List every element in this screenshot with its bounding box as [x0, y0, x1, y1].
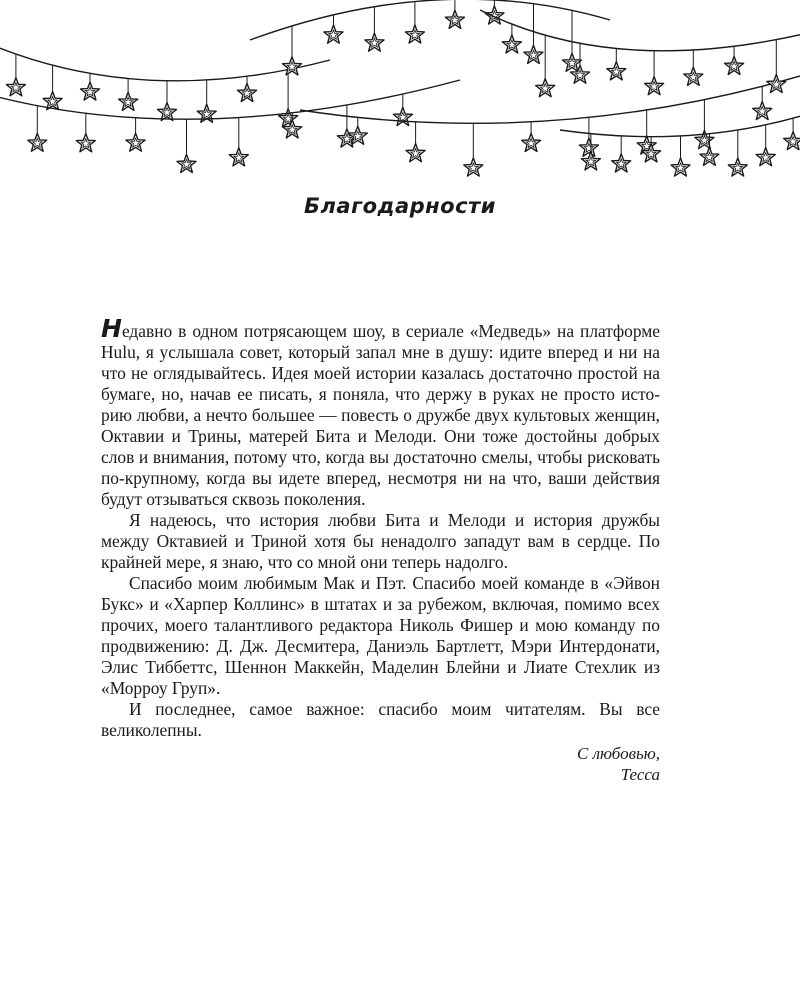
star-icon: [464, 158, 483, 176]
star-icon: [229, 148, 248, 166]
star-icon: [725, 56, 744, 74]
star-icon: [406, 144, 425, 162]
star-icon: [700, 147, 719, 165]
garland-string: [250, 0, 610, 40]
star-icon: [28, 133, 47, 151]
garland-string: [0, 40, 330, 81]
star-icon: [756, 148, 775, 166]
paragraph-1-text: едавно в одном потрясающем шоу, в сериале «Медведь» на платформе Hulu, я услышала совет, который запал мне в душу: идите вперед и ни на что не оглядывайтесь. Идея моей истории казалась достаточно простой на бумаге, но, начав ее писать, я поняла, что держу в руках не просто историю любви, а нечто большее — повесть о дружбе двух культовых женщин, Октавии и Трины, матерей Бита и Мелоди. Они тоже достойны добрых слов и внимания, потому что, когда вы достаточно смелы, чтобы рисковать по-крупному, когда вы идете вперед, несмотря ни на что, ваши действия будут отзываться сквозь поколения.: [101, 321, 660, 509]
star-icon: [119, 92, 138, 110]
star-icon: [279, 109, 298, 127]
star-icon: [283, 57, 302, 75]
star-icon: [324, 25, 343, 43]
star-icon: [81, 82, 100, 100]
star-icon: [522, 133, 541, 151]
star-icon: [158, 103, 177, 121]
star-icon: [485, 6, 504, 24]
signature-author: Тесса: [620, 765, 660, 784]
star-icon: [76, 134, 95, 152]
star-icon: [536, 79, 555, 97]
star-icon: [671, 158, 690, 176]
star-icon: [612, 154, 631, 172]
star-icon: [524, 45, 543, 63]
star-icon: [126, 133, 145, 151]
garland-string: [0, 80, 460, 119]
star-icon: [645, 77, 664, 95]
star-garland-icon: [0, 0, 800, 180]
star-icon: [393, 107, 412, 125]
star-icon: [753, 102, 772, 120]
star-icon: [177, 154, 196, 172]
star-icon: [365, 33, 384, 51]
paragraph-2: Я надеюсь, что история любви Бита и Мелоди и история дружбы между Октавией и Триной хотя бы ненадолго западут вам в сердце. По крайней мере, я знаю, что со мной они теперь надолго.: [101, 510, 660, 572]
star-icon: [684, 67, 703, 85]
paragraph-3: Спасибо моим любимым Мак и Пэт. Спасибо моей команде в «Эйвон Букс» и «Харпер Коллинс» в штатах и за рубежом, включая, помимо всех прочих, моего талантливого редактора Николь Фишер и мою команду по продвижению: Д. Дж. Десмитера, Даниэль Бартлетт, Мэри Интердонати, Элис Тиббеттс, Шеннон Маккейн, Маделин Блейни и Лиате Стехлик из «Морроу Груп».: [101, 573, 660, 698]
star-icon: [579, 138, 598, 156]
star-icon: [502, 35, 521, 53]
star-icon: [767, 75, 786, 93]
star-icon: [607, 62, 626, 80]
star-icon: [445, 10, 464, 28]
paragraph-4: И последнее, самое важное: спасибо моим читателям. Вы все великолепны.: [101, 699, 660, 740]
signature: [101, 743, 660, 785]
page-title: Благодарности: [304, 194, 496, 218]
acknowledgements-text: [101, 314, 660, 785]
paragraph-1: [101, 314, 660, 510]
drop-cap: Н: [101, 314, 122, 343]
star-icon: [238, 83, 257, 101]
signature-closing: С любовью,: [577, 744, 660, 763]
star-icon: [728, 158, 747, 176]
star-icon: [6, 78, 25, 96]
garland-string: [480, 10, 800, 51]
star-icon: [405, 25, 424, 43]
